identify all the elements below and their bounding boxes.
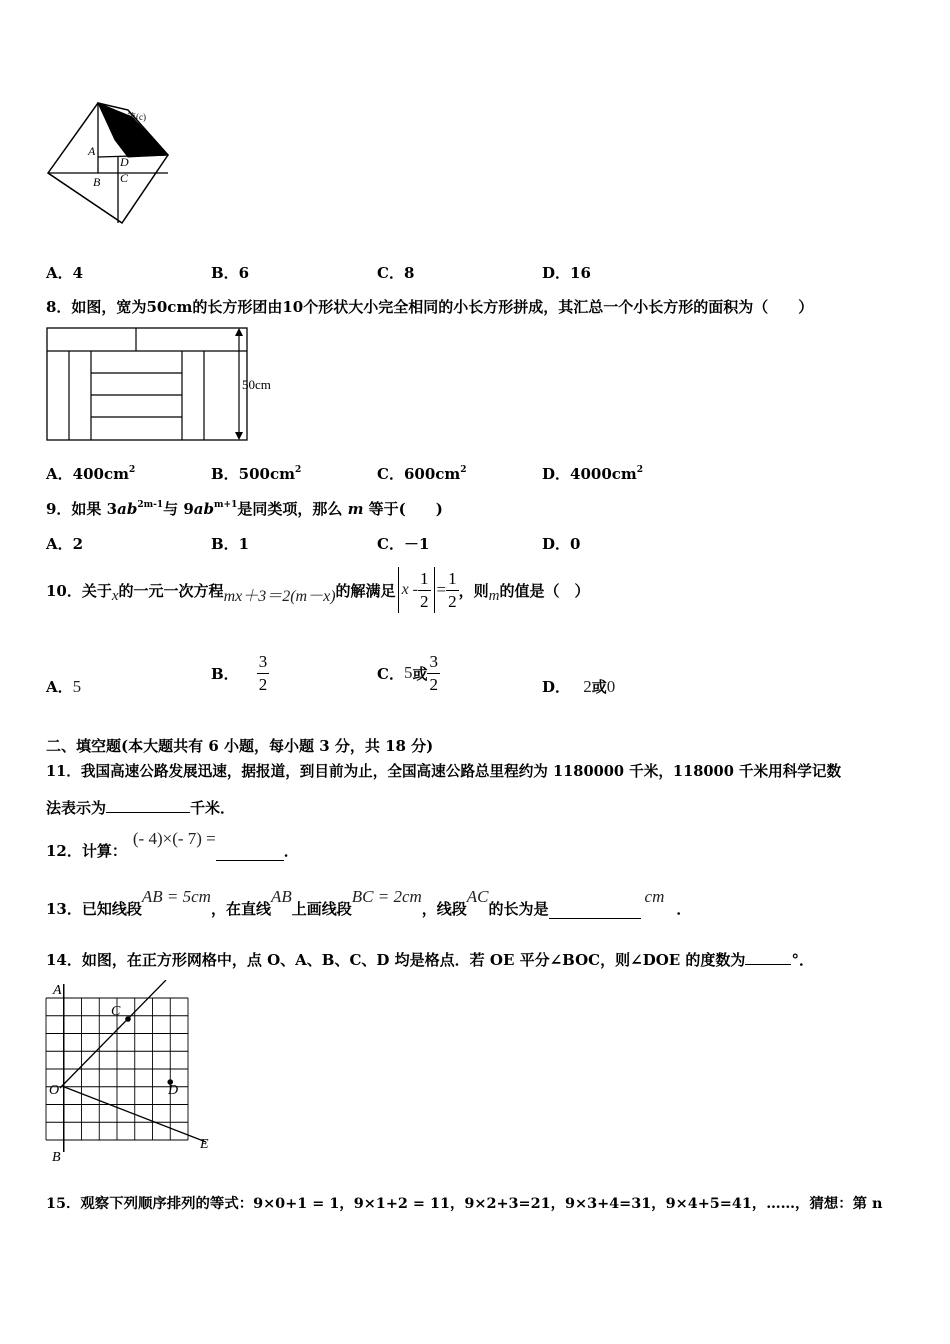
- q7-point-c: C: [120, 171, 129, 185]
- q7-option-c[interactable]: C．8: [377, 264, 415, 282]
- q7-fig-small-label: 第(c): [127, 112, 146, 122]
- q10-option-a[interactable]: A．5: [46, 677, 82, 696]
- q8-figure: [44, 325, 284, 445]
- q15-question: 15．观察下列顺序排列的等式：9×0+1 = 1，9×1+2 = 11，9×2+3=21，9×3+4=31，9×4+5=41，……，猜想：第 n: [46, 1195, 883, 1212]
- q8-option-c[interactable]: C．$600cm^2$: [377, 465, 467, 483]
- q11-line-1: 11．我国高速公路发展迅速，据报道，到目前为止，全国高速公路总里程约为 1180000 千米，118000 千米用科学记数: [46, 763, 842, 780]
- q14-label-e: E: [200, 1137, 209, 1152]
- q14-question: 14．如图，在正方形网格中，点 O、A、B、C、D 均是格点．若 OE 平分∠BOC，则∠DOE 的度数为 °．: [46, 951, 814, 969]
- q13-answer-blank[interactable]: [549, 904, 641, 919]
- q10-option-c[interactable]: C． 5 或 $\frac{3}{2}$: [377, 651, 438, 694]
- q7-point-a: A: [88, 144, 96, 158]
- q8-option-a[interactable]: A．$400cm^2$: [46, 465, 136, 483]
- q13-question: 13．已知线段 AB = 5cm ，在直线 AB 上画线段 BC = 2cm ，线段 AC 的长为是 cm ．: [46, 887, 692, 918]
- section-2-title: 二、填空题(本大题共有 6 小题，每小题 3 分，共 18 分): [46, 737, 434, 755]
- q8-dim-label: 50cm: [242, 377, 271, 392]
- q7-option-d[interactable]: D．16: [542, 264, 591, 282]
- q12-answer-blank[interactable]: [216, 846, 284, 861]
- q11-answer-blank[interactable]: [106, 798, 190, 813]
- q11-line-2: 法表示为 千米．: [46, 799, 236, 817]
- q9-option-d[interactable]: D．0: [542, 535, 581, 553]
- q7-figure: [40, 95, 180, 230]
- q10-question: 10．关于 x 的一元一次方程 mx＋3＝2(m－x) 的解满足 x - $\frac{1}{2}$ = $\frac{1}{2}$ ，则 m 的值是（ ）: [46, 564, 589, 616]
- q8-option-b[interactable]: B．$500cm^2$: [211, 465, 302, 483]
- q8-option-d[interactable]: D．$4000cm^2$: [542, 465, 644, 483]
- q14-label-o: O: [49, 1083, 60, 1098]
- q14-label-d: D: [168, 1083, 179, 1098]
- q7-point-d: D: [120, 155, 129, 169]
- q14-grid-figure: [40, 980, 230, 1165]
- q14-label-b: B: [52, 1150, 61, 1165]
- q9-option-c[interactable]: C．－1: [377, 535, 430, 553]
- q9-option-b[interactable]: B．1: [211, 535, 250, 553]
- q9-option-a[interactable]: A．2: [46, 535, 84, 553]
- q10-option-b[interactable]: B． $\frac{3}{2}$: [211, 651, 268, 694]
- q8-question: 8．如图，宽为50cm的长方形团由10个形状大小完全相同的小长方形拼成，其汇总一个小长方形的面积为（ ）: [46, 298, 814, 316]
- q14-label-c: C: [111, 1004, 121, 1019]
- q9-question: 9．如果 $3ab^{2m-1}$与 $9ab^{m+1}$是同类项，那么 m 等于( ): [46, 500, 443, 518]
- q14-label-a: A: [53, 983, 62, 998]
- q7-point-b: B: [93, 175, 101, 189]
- q14-answer-blank[interactable]: [745, 950, 791, 965]
- q12-question: 12．计算： (- 4)×(- 7) = ．: [46, 829, 299, 860]
- q10-option-d[interactable]: D． 2或0: [542, 677, 616, 696]
- q7-option-a[interactable]: A．4: [46, 264, 84, 282]
- q7-option-b[interactable]: B．6: [211, 264, 250, 282]
